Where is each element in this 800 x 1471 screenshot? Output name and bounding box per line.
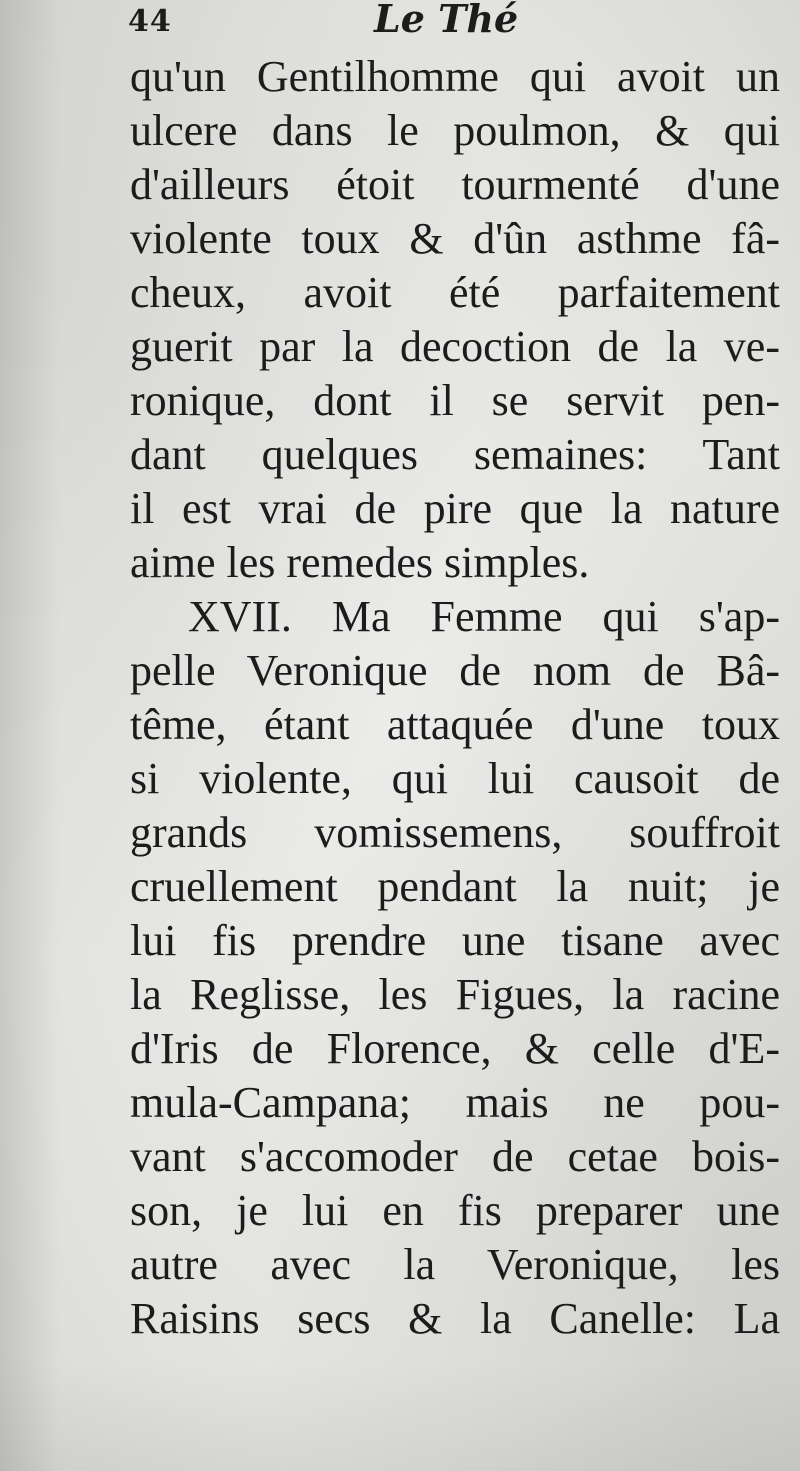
text-line: la Reglisse, les Figues, la racine <box>130 970 780 1019</box>
page-bottom-shading <box>0 1361 800 1471</box>
text-line: cheux, avoit été parfaitement <box>130 268 780 317</box>
text-line: il est vrai de pire que la nature <box>130 484 780 533</box>
page-number: 44 <box>128 4 172 39</box>
paragraph <box>130 50 780 590</box>
text-line: lui fis prendre une tisane avec <box>130 916 780 965</box>
text-line: aime les remedes simples. <box>130 538 590 587</box>
text-line: guerit par la decoction de la ve- <box>130 322 780 371</box>
text-line: autre avec la Veronique, les <box>130 1240 780 1289</box>
text-line: XVII. Ma Femme qui s'ap- <box>188 592 780 641</box>
text-line: violente toux & d'ûn asthme fâ- <box>130 214 780 263</box>
text-line: cruellement pendant la nuit; je <box>130 862 780 911</box>
text-line: pelle Veronique de nom de Bâ- <box>130 646 780 695</box>
text-line: son, je lui en fis preparer une <box>130 1186 780 1235</box>
text-line: vant s'accomoder de cetae bois- <box>130 1132 780 1181</box>
text-line: grands vomissemens, souffroit <box>130 808 780 857</box>
page-header <box>128 0 778 46</box>
page-gutter-shadow <box>0 0 60 1471</box>
text-line: si violente, qui lui causoit de <box>130 754 780 803</box>
text-line: mula-Campana; mais ne pou- <box>130 1078 780 1127</box>
body-text <box>130 50 780 1346</box>
text-line: ronique, dont il se servit pen- <box>130 376 780 425</box>
text-line: Raisins secs & la Canelle: La <box>130 1294 780 1343</box>
text-line: dant quelques semaines: Tant <box>130 430 780 479</box>
running-head: Le Thé <box>374 0 519 41</box>
paragraph <box>130 590 780 1346</box>
text-line: tême, étant attaquée d'une toux <box>130 700 780 749</box>
text-line: ulcere dans le poulmon, & qui <box>130 106 780 155</box>
text-line: d'ailleurs étoit tourmenté d'une <box>130 160 780 209</box>
text-line: qu'un Gentilhomme qui avoit un <box>130 52 780 101</box>
text-line: d'Iris de Florence, & celle d'E- <box>130 1024 780 1073</box>
